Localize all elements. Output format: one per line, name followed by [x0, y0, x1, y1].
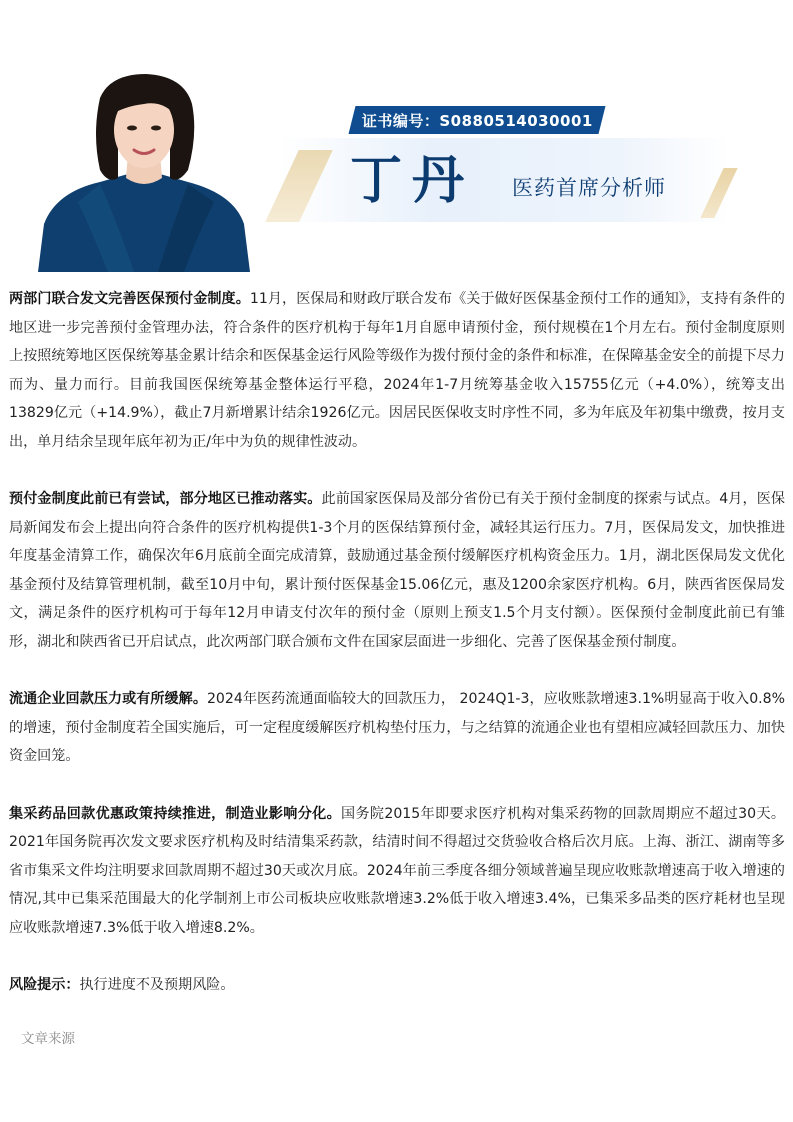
paragraph-heading: 两部门联合发文完善医保预付金制度。 [9, 291, 250, 307]
paragraph-prior-trials [9, 485, 785, 656]
paragraph-text: 2024年医药流通面临较大的回款压力， 2024Q1-3，应收账款增速3.1%明显高于收入0.8%的增速，预付金制度若全国实施后，可一定程度缓解医疗机构垫付压力，与之结算的流通企业也有望相应减轻回款压力、加快资金回笼。 [9, 691, 786, 764]
paragraph-text: 11月，医保局和财政厅联合发布《关于做好医保基金预付工作的通知》，支持有条件的地区进一步完善预付金管理办法，符合条件的医疗机构于每年1月自愿申请预付金，预付规模在1个月左右。预付金制度原则上按照统筹地区医保统筹基金累计结余和医保基金运行风险等级作为拨付预付金的条件和标准，在保障基金安全的前提下尽力而为、量力而行。目前我国医保统筹基金整体运行平稳，2024年1-7月统筹基金收入15755亿元（+4.0%），统筹支出13829亿元（+14.9%），截止7月新增累计结余1926亿元。因居民医保收支时序性不同，多为年底及年初集中缴费，按月支出，单月结余呈现年底年初为正/年中为负的规律性波动。 [9, 291, 786, 450]
paragraph-heading: 流通企业回款压力或有所缓解。 [9, 691, 207, 707]
paragraph-text: 此前国家医保局及部分省份已有关于预付金制度的探索与试点。4月，医保局新闻发布会上提出向符合条件的医疗机构提供1-3个月的医保结算预付金，减轻其运行压力。7月，医保局发文，加快推进年度基金清算工作，确保次年6月底前全面完成清算，鼓励通过基金预付缓解医疗机构资金压力。1月，湖北医保局发文优化基金预付及结算管理机制，截至10月中旬，累计预付医保基金15.06亿元，惠及1200余家医疗机构。6月，陕西省医保局发文，满足条件的医疗机构可于每年12月申请支付次年的预付金（原则上预支1.5个月支付额）。医保预付金制度此前已有雏形，湖北和陕西省已开启试点，此次两部门联合颁布文件在国家层面进一步细化、完善了医保基金预付制度。 [9, 491, 786, 650]
paragraph-distribution-relief [9, 685, 785, 771]
paragraph-heading: 集采药品回款优惠政策持续推进，制造业影响分化。 [9, 805, 342, 822]
author-role: 医药首席分析师 [512, 176, 666, 200]
paragraph-heading: 风险提示： [9, 977, 80, 993]
paragraph-procurement-payment [9, 800, 785, 943]
author-portrait [38, 74, 250, 272]
article-body [9, 285, 785, 1029]
paragraph-prepayment-notice [9, 285, 785, 456]
article-source-link[interactable]: 文章来源 [21, 1031, 75, 1047]
certificate-badge [349, 106, 606, 134]
paragraph-risk-warning [9, 971, 785, 1000]
paragraph-text: 国务院2015年即要求医疗机构对集采药物的回款周期应不超过30天。2021年国务院再次发文要求医疗机构及时结清集采药款，结清时间不得超过交货验收合格后次月底。上海、浙江、湖南等多省市集采文件均注明要求回款周期不超过30天或次月底。2024年前三季度各细分领域普遍呈现应收账款增速高于收入增速的情况,其中已集采范围最大的化学制剂上市公司板块应收账款增速3.2%低于收入增速3.4%，已集采多品类的医疗耗材也呈现应收账款增速7.3%低于收入增速8.2%。 [9, 805, 785, 936]
author-header [0, 0, 793, 275]
author-name: 丁丹 [350, 150, 475, 211]
paragraph-heading: 预付金制度此前已有尝试，部分地区已推动落实。 [9, 491, 322, 507]
certificate-number: 证书编号：S0880514030001 [361, 111, 593, 130]
paragraph-text: 执行进度不及预期风险。 [79, 977, 235, 993]
